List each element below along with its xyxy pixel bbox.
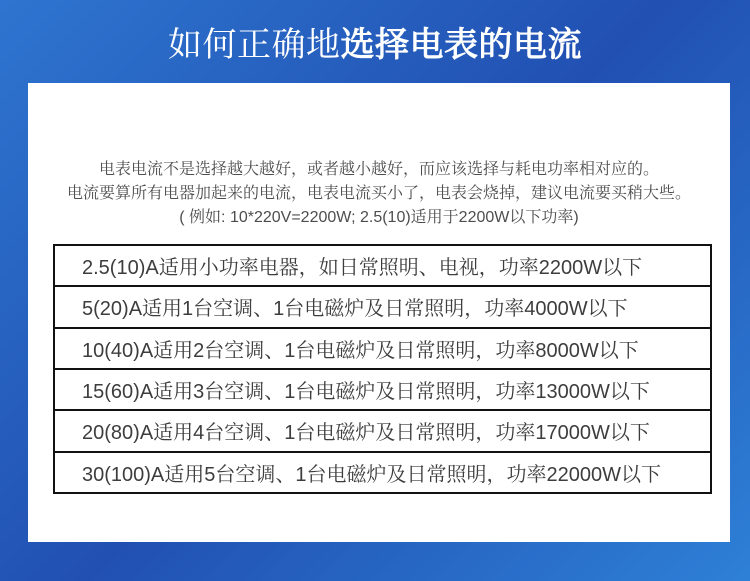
table-row-text: 2.5(10)A适用小功率电器，如日常照明、电视，功率2200W以下 — [82, 257, 643, 280]
table-row-text: 10(40)A适用2台空调、1台电磁炉及日常照明，功率8000W以下 — [82, 339, 639, 362]
table-row-text: 5(20)A适用1台空调、1台电磁炉及日常照明，功率4000W以下 — [82, 298, 628, 321]
page-title-bold: 选择电表的电流 — [340, 26, 582, 64]
table-row — [55, 329, 710, 370]
current-rating-table — [53, 244, 712, 494]
intro-paragraph — [28, 83, 730, 230]
intro-line-3: ( 例如: 10*220V=2200W; 2.5(10)适用于2200W以下功率) — [179, 209, 579, 226]
table-row-text: 15(60)A适用3台空调、1台电磁炉及日常照明，功率13000W以下 — [82, 381, 650, 404]
table-row — [55, 453, 710, 492]
table-row-text: 20(80)A适用4台空调、1台电磁炉及日常照明，功率17000W以下 — [82, 422, 650, 445]
table-row — [55, 246, 710, 287]
header-banner — [0, 0, 750, 83]
page-title-normal: 如何正确地 — [168, 26, 341, 64]
table-row — [55, 370, 710, 411]
content-card — [28, 83, 730, 542]
table-row-text: 30(100)A适用5台空调、1台电磁炉及日常照明，功率22000W以下 — [82, 463, 662, 486]
intro-line-2: 电流要算所有电器加起来的电流，电表电流买小了，电表会烧掉，建议电流要买稍大些。 — [66, 185, 691, 202]
intro-line-1: 电表电流不是选择越大越好，或者越小越好，而应该选择与耗电功率相对应的。 — [98, 161, 659, 178]
page-title — [168, 17, 582, 66]
table-row — [55, 287, 710, 328]
table-row — [55, 411, 710, 452]
